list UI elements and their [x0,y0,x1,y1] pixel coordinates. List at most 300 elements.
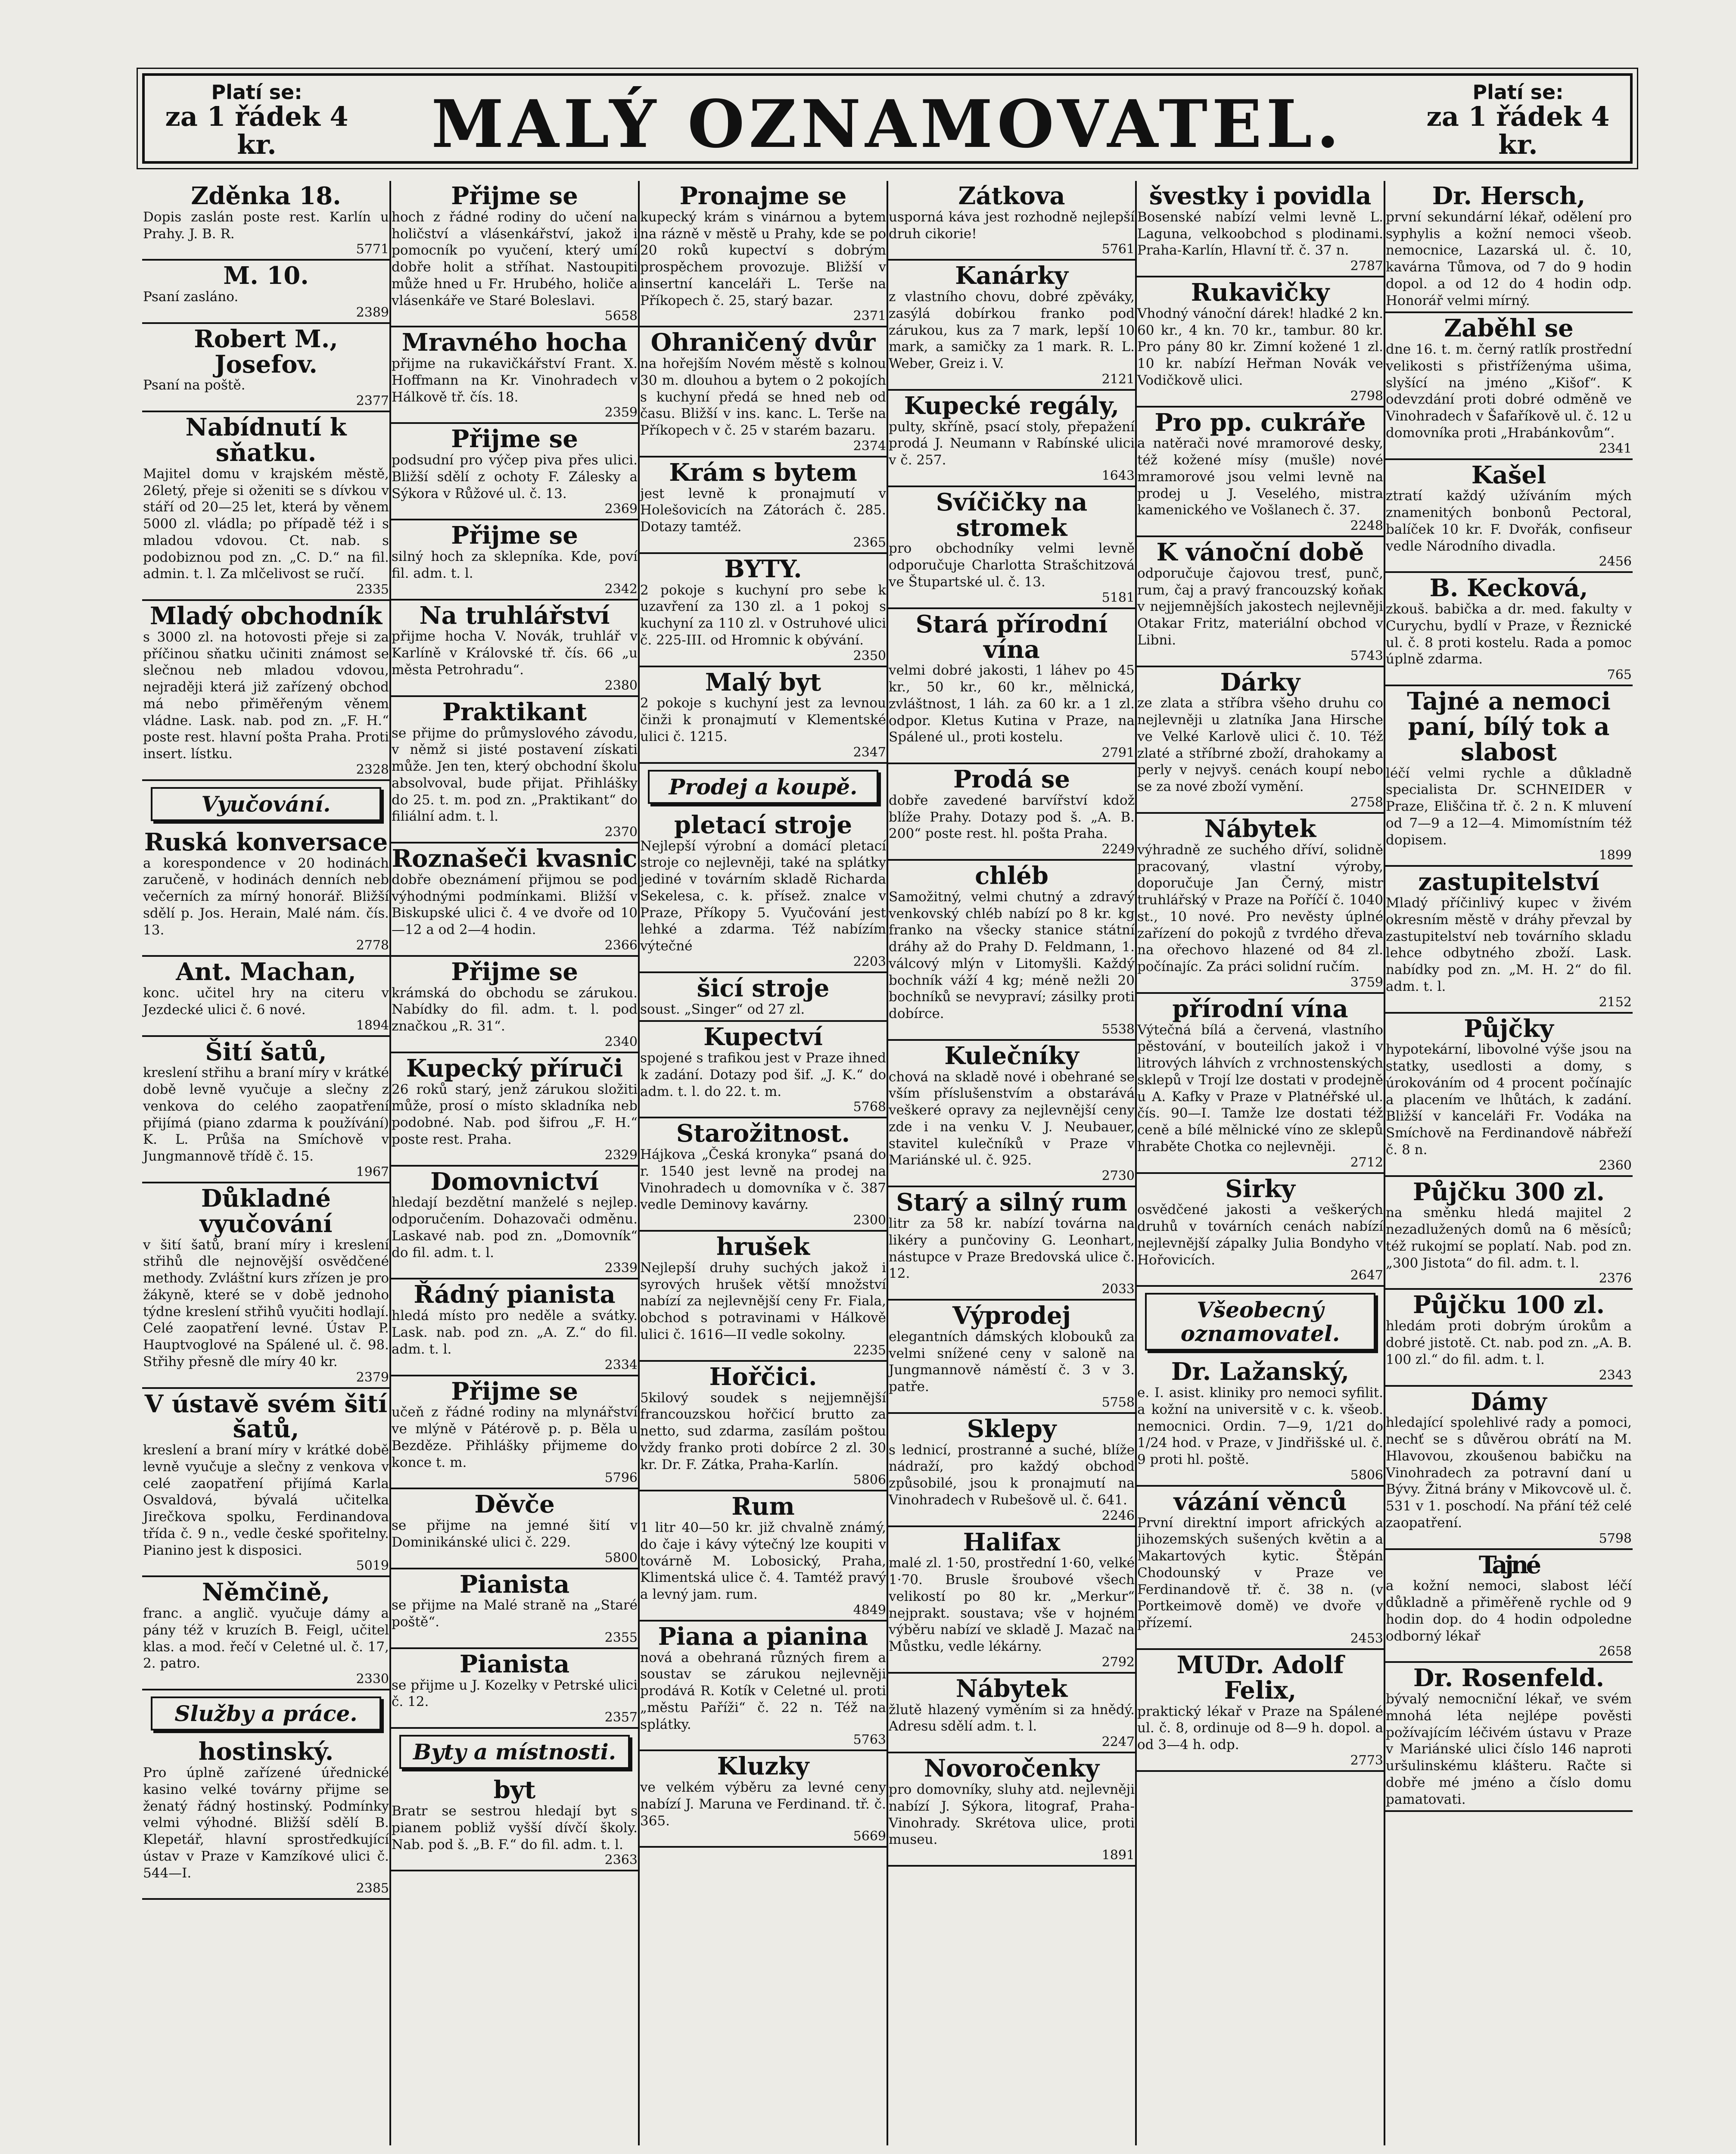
ad-body: Mladý příčinlivý kupec v živém okresním městě v dráhy převzal by zastupitelství neb továrního skladu lehce odbytného zboží. Lask. nabídky pod zn. „M. H. 2“ do fil. adm. t. l. [1386,895,1632,994]
ad-body: s 3000 zl. na hotovosti přeje si za příčinou sňatku učiniti známost se slečnou neb mladou vdovou, nejraději která již zařízený obchod má nebo přiměřeným věnem vládne. Lask. nab. pod zn. „F. H.“ poste rest. hlavní pošta Praha. Proti insert. lístku. [143,629,389,762]
classified-ad [391,181,638,327]
ad-headline: vázání věnců [1173,1487,1347,1516]
ad-code: 765 [1607,667,1632,683]
ad-headline: Svíčičky na stromek [936,488,1088,542]
ad-code: 2773 [1350,1752,1383,1768]
ad-code: 2203 [853,954,886,969]
classified-ad [639,1491,887,1622]
ad-headline: Nábytek [955,1674,1068,1703]
ad-headline: Ant. Machan, [176,958,356,987]
ad-column-1 [142,181,390,2145]
ad-body: kupecký krám s vinárnou a bytem na rázně v městě u Prahy, kde se po 20 roků kupectví s dobrým prospěchem provozuje. Bližší v insertní kanceláři L. Terše na Příkopech č. 25, starý bazar. [640,209,886,308]
ad-code: 2248 [1350,518,1383,534]
section-heading: Služby a práce. [151,1696,381,1731]
classified-ad [888,1041,1136,1187]
classified-ad [391,601,638,697]
masthead [142,73,1633,164]
ad-code: 5796 [604,1470,638,1486]
ad-code: 2335 [356,582,389,598]
ad-code: 2329 [604,1147,638,1163]
classified-ad [142,957,390,1037]
ad-body: Psaní zasláno. [143,289,239,305]
ad-code: 5768 [853,1099,886,1115]
ad-headline: Přijme se [451,425,578,454]
ad-code: 2328 [356,762,389,777]
ad-headline: Mravného hocha [401,328,628,357]
section-heading: Všeobecný oznamovatel. [1145,1293,1375,1351]
ad-body: dne 16. t. m. černý ratlík prostřední velikosti s přistříženýma ušima, slyšící na jméno „Kišof“. K odevzdání proti dobré odměně ve Vinohradech v Šafaříkově ul. č. 12 u domovníka proti „Hrabánkovům“. [1386,342,1632,441]
classified-ad [888,1301,1136,1414]
ad-code: 5181 [1101,590,1135,605]
classified-ad [391,1569,638,1649]
ad-headline: Zděnka 18. [191,182,341,210]
ad-code: 5806 [1350,1467,1383,1483]
ad-code: 2249 [1101,842,1135,857]
ad-headline: Výprodej [952,1301,1071,1330]
column-rule [389,181,391,2145]
ad-code: 2360 [1599,1158,1632,1173]
ad-body: krámská do obchodu se zárukou. Nabídky do fil. adm. t. l. pod značkou „R. 31“. [392,985,638,1034]
ad-headline: Přijme se [451,182,578,210]
classified-ad [639,554,887,667]
classified-ad [142,1737,390,1900]
ad-headline: Pianista [459,1650,570,1678]
ad-code: 2389 [356,305,389,320]
ad-body: spojené s trafikou jest v Praze ihned k zadání. Dotazy pod šif. „J. K.“ do adm. t. l. do 22. t. m. [640,1050,886,1099]
ad-headline: Zaběhl se [1444,314,1574,343]
ad-headline: Děvče [474,1490,555,1519]
ad-code: 5800 [604,1550,638,1566]
ad-headline: Kluzky [717,1752,809,1781]
ad-code: 2334 [604,1357,638,1373]
classified-ad [142,261,390,324]
ad-code: 2339 [604,1261,638,1276]
classified-ad [639,1022,887,1118]
classified-ad [391,1167,638,1280]
ad-code: 2730 [1101,1168,1135,1184]
ad-body: Vhodný vánoční dárek! hladké 2 kn. 60 kr., 4 kn. 70 kr., tambur. 80 kr. Pro pány 80 kr. Zimní kožené 1 zl. 10 kr. nabízí Heřman Novák ve Vodičkově ulici. [1137,305,1383,388]
ad-headline: Ruská konversace [144,828,388,856]
classified-ad [639,1622,887,1752]
ad-headline: Přijme se [451,1377,578,1406]
ad-headline: Krám s bytem [669,458,857,487]
classified-ad [1385,573,1633,686]
ad-headline: Dámy [1471,1387,1547,1416]
ad-code: 2340 [604,1034,638,1049]
ad-body: dobře zavedené barvířství kdož blíže Prahy. Dotazy pod š. „A. B. 200“ poste rest. hl. pošta Praha. [889,792,1135,842]
ad-headline: Kupecký příruči [406,1054,623,1083]
ad-headline: Přijme se [451,521,578,550]
ad-body: konc. učitel hry na citeru v Jezdecké ulici č. 6 nové. [143,985,389,1018]
ad-headline: Dr. Rosenfeld. [1413,1664,1605,1693]
ad-body: franc. a anglič. vyučuje dámy a pány též v kruzích B. Feigl, učitel klas. a mod. řečí v Celetné ul. č. 17, 2. patro. [143,1606,389,1672]
ad-code: 2778 [356,938,389,953]
classified-ad [888,261,1136,391]
ad-body: 2 pokoje s kuchyní pro sebe k uzavření za 130 zl. a 1 pokoj s kuchyní za 110 zl. v Ostruhové ulici č. 225-III. od Hromnic k obývání. [640,582,886,648]
ad-headline: Novoročenky [924,1754,1100,1783]
classified-ad [1136,814,1384,994]
ad-headline: Kupectví [703,1023,823,1052]
classified-ad [1385,1290,1633,1386]
ad-body: malé zl. 1·50, prostřední 1·60, velké 1·70. Brusle šroubové všech velikostí po 80 kr. „Merkur“ nejprakt. soustava; vše v hojném výběru nabízí ve skladě J. Mazač na Můstku, vedle lékárny. [889,1555,1135,1655]
ad-body: silný hoch za sklepníka. Kde, poví fil. adm. t. l. [392,549,638,581]
ad-body: osvědčené jakosti a veškerých druhů v továrních cenách nabízí nejlevnější zápalky Julia Bondyho v Hořovicích. [1137,1202,1383,1268]
ad-body: praktický lékař v Praze na Spálené ul. č. 8, ordinuje od 8—9 h. dopol. a od 3—4 h. odp. [1137,1703,1383,1753]
ad-body: dobře obeznámení přijmou se pod výhodnými podmínkami. Bližší v Biskupské ulici č. 4 ve dvoře od 10—12 a od 2—4 hodin. [392,872,638,938]
ad-code: 2247 [1101,1734,1135,1750]
ad-body: Nejlepší druhy suchých jakož i syrových hrušek větší množství nabízí za nejlevnější ceny Fr. Fiala, obchod s potravinami v Hálkově ulici č. 1616—II vedle sokolny. [640,1260,886,1342]
classified-ad [639,810,887,973]
classified-ad [1385,1014,1633,1177]
ad-code: 2235 [853,1342,886,1358]
ad-code: 2369 [604,501,638,517]
ad-code: 5806 [853,1472,886,1488]
ad-body: odporučuje čajovou tresť, punč, rum, čaj a pravý francouzský koňak v nejjemnějších jakostech nejlevněji Otakar Fritz, materiální obchod v Libni. [1137,565,1383,648]
classified-ad [888,861,1136,1041]
ad-headline: Kašel [1471,461,1546,489]
classified-ad [391,1649,638,1729]
classified-ad [639,1232,887,1362]
ad-body: soust. „Singer“ od 27 zl. [640,1001,805,1017]
ad-headline: přírodní vína [1172,994,1348,1023]
ad-headline: Pronajme se [679,182,847,210]
ad-body: pulty, skříně, psací stoly, přepažení prodá J. Neumann v Rabínské ulici v č. 257. [889,419,1135,468]
price-note-left-line1: Platí se: [211,81,302,104]
ad-body: žlutě hlazený vyměním si za hnědý. Adresu sdělí adm. t. l. [889,1702,1135,1734]
ad-body: usporná káva jest rozhodně nejlepší druh cikorie! [889,209,1135,242]
column-rule [1384,181,1385,2145]
classified-ad [1136,408,1384,538]
classified-ad [888,487,1136,609]
ad-headline: K vánoční době [1156,538,1364,567]
classified-ad [142,1389,390,1578]
ad-code: 2456 [1599,554,1632,570]
ad-headline: Starý a silný rum [896,1188,1127,1217]
classified-ad [1385,313,1633,460]
ad-headline: zastupitelství [1418,868,1599,896]
classified-ad [1385,686,1633,867]
ad-column-2 [391,181,638,2145]
ad-headline: hostinský. [198,1737,334,1766]
classified-ad [1136,667,1384,814]
ad-body: na směnku hledá majitel 2 nezadlužených domů na 6 měsíců; též rukojmí se poplatí. Nab. pod zn. „300 Jistota“ do fil. adm. t. l. [1386,1205,1632,1271]
ad-body: 2 pokoje s kuchyní jest za levnou činži k pronajmutí v Klementské ulici č. 1215. [640,695,886,744]
ad-body: elegantních dámských klobouků za velmi snížené ceny v saloně na Jungmannově náměstí č. 3 v 3. patře. [889,1329,1135,1395]
ad-body: se přijme na jemné šití v Dominikánské ulici č. 229. [392,1518,638,1550]
classified-ad [142,1183,390,1389]
ad-body: kreslení střihu a braní míry v krátké době levně vyučuje a slečny z venkova do celého zaopatření přijímá (piano zdarma k používání) K. L. Průša na Smíchově v Jungmannově třídě č. 15. [143,1065,389,1164]
ad-headline: Dr. Lažanský, [1171,1357,1350,1386]
price-note-right-line1: Platí se: [1472,81,1564,104]
classified-ad [391,1053,638,1167]
classified-ad [1136,1357,1384,1487]
price-note-right-line2: za 1 řádek 4 kr. [1426,101,1610,161]
newspaper-page [142,73,1633,2154]
classified-ad [142,601,390,781]
ad-column-6 [1385,181,1633,2145]
ad-body: První direktní import afrických a jihozemských sušených květin a a Makartových kytic. Štěpán Chodounský v Praze ve Ferdinandově tř. č. 38 n. (v Portkeimově domě) ve dvoře v přízemí. [1137,1515,1383,1631]
ad-body: 1 litr 40—50 kr. již chvalně známý, do čaje i kávy výtečný lze koupiti v továrně M. Lobosický, Praha, Klimentská ulice č. 4. Tamtéž pravý a levný jam. rum. [640,1520,886,1603]
ad-body: v šití šatů, braní míry i kreslení střihů dle nejnovější osvědčené methody. Zvláštní kurs zřízen je pro žákyně, které se v době jednoho týdne kreslení střihů vyučiti hodlají. Celé zaopatření levné. Ústav P. Hauptvoglové na Spálené ul. č. 98. Střihy přesně dle míry 40 kr. [143,1237,389,1370]
ad-body: litr za 58 kr. nabízí továrna na likéry a punčoviny G. Leonhart, nástupce v Praze Bredovská ulice č. 12. [889,1216,1135,1282]
ad-headline: Důkladné vyučování [199,1184,333,1238]
ad-headline: Stará přírodní vína [915,610,1108,664]
ad-code: 2377 [356,393,389,409]
classified-ad [391,697,638,844]
ad-code: 5763 [853,1732,886,1748]
ad-code: 5758 [1101,1394,1135,1410]
classified-ad [1385,1550,1633,1663]
ad-body: s lednicí, prostranné a suché, blíže nádraží, pro každý obchod způsobilé, jsou k pronajmutí na Vinohradech v Rubešově ul. č. 641. [889,1442,1135,1508]
ad-body: se přijme na Malé straně na „Staré poště“. [392,1597,638,1630]
ad-code: 2363 [604,1852,638,1868]
ad-code: 2359 [604,405,638,420]
ad-code: 2453 [1350,1631,1383,1646]
classified-ad [142,827,390,957]
ad-body: pro obchodníky velmi levně odporučuje Charlotta Strašchitzová ve Štupartské ul. č. 13. [889,541,1135,590]
ad-body: Výtečná bílá a červená, vlastního pěstování, v bouteilích jakož i v litrových láhvích z vrchnostenských sklepů v Trojí lze dostati v prodejně u A. Kafky v Praze v Platnéřské ul. čís. 90—I. Tamže lze dostati též ceně a bílé mělnické víno ze sklepů hraběte Chotka co nejlevněji. [1137,1022,1383,1155]
ad-code: 2647 [1350,1268,1383,1283]
ad-code: 5761 [1101,242,1135,257]
section-heading: Vyučování. [151,787,381,821]
ad-headline: V ústavě svém šití šatů, [144,1389,388,1444]
ad-code: 2350 [853,648,886,663]
ad-headline: Hořčici. [709,1362,817,1391]
ad-body: podsudní pro výčep piva přes ulici. Bližší sdělí z ochoty F. Zálesky a Sýkora v Růžové ul. č. 13. [392,452,638,501]
ad-columns [142,181,1633,2145]
ad-headline: Kanárky [955,261,1068,290]
classified-ad [391,520,638,600]
ad-headline: Pro pp. cukráře [1154,408,1366,437]
classified-ad [888,1187,1136,1301]
ad-body: hledám proti dobrým úrokům a dobré jistotě. Ct. nab. pod zn. „A. B. 100 zl.“ do fil. adm. t. l. [1386,1318,1632,1367]
classified-ad [391,1775,638,1871]
ad-headline: Mladý obchodník [149,602,383,631]
ad-body: ve velkém výběru za levné ceny nabízí J. Maruna ve Ferdinand. tř. č. 365. [640,1780,886,1829]
ad-body: a korespondence v 20 hodinách zaručeně, v hodinách denních neb večerních za mírný honorář. Bližší sdělí p. Jos. Herain, Malé nám. čís. 13. [143,855,389,938]
ad-body: bývalý nemocniční lékař, ve svém mnohá léta nejlépe pověsti požívajícím léčivém ústavu v Praze v Mariánské ulici číslo 146 naproti uršulinskému klášteru. Račte si dobře mé jméno a číslo domu pamatovati. [1386,1691,1632,1807]
ad-code: 1894 [356,1018,389,1033]
ad-body: Bratr se sestrou hledají byt s pianem pobliž vyšší dívčí školy. Nab. pod š. „B. F.“ do fil. adm. t. l. [392,1803,638,1852]
ad-headline: Kulečníky [944,1041,1079,1070]
classified-ad [888,1414,1136,1527]
ad-body: Pro úplně zařízené úřednické kasino velké továrny přijme se ženatý řádný hostinský. Podmínky velmi výhodné. Bližší sdělí B. Klepetář, hlavní sprostředkující ústav v Praze v Kamzíkové ulici č. 544—I. [143,1765,389,1881]
ad-code: 2121 [1101,371,1135,387]
classified-ad [1136,994,1384,1174]
ad-body: zkouš. babička a dr. med. fakulty v Curychu, bydlí v Praze, v Řeznické ul. č. 8 proti kostelu. Rada a pomoc úplně zdarma. [1386,601,1632,667]
column-rule [1135,181,1137,2145]
ad-body: nová a obehraná různých firem a soustav se zárukou nejlevněji prodává R. Kotík v Celetné ul. proti „městu Paříži“ č. 22 n. Též na splátky. [640,1650,886,1732]
classified-ad [888,764,1136,861]
ad-code: 2246 [1101,1508,1135,1523]
ad-body: hledají bezdětní manželé s nejlep. odporučením. Dohazovači odměnu. Laskavé nab. pod zn. „Domovník“ do fil. adm. t. l. [392,1195,638,1261]
ad-headline: Zátkova [958,182,1065,210]
classified-ad [888,609,1136,764]
ad-code: 2357 [604,1710,638,1725]
classified-ad [888,1753,1136,1867]
ad-body: se přijme do průmyslového závodu, v němž si jisté postavení získati může. Jen ten, který obchodní školu absolvoval, bude přijat. Přihlášky do 25. t. m. pod zn. „Praktikant“ do filiální adm. t. l. [392,725,638,825]
ad-body: e. I. asist. kliniky pro nemoci syfilit. a kožní na universitě v c. k. všeob. nemocnici. Ordin. 7—9, 1/21 do 1/24 hod. v Praze, v Jindřišské ul. č. 9 proti hl. poště. [1137,1385,1383,1468]
ad-body: Samožitný, velmi chutný a zdravý venkovský chléb nabízí po 8 kr. kg franko na všecky stanice státní dráhy až do Prahy D. Feldmann, 1. válcový mlýn v Litomyšli. Každý bochník váží 4 kg; méně nežli 20 bochníků se nevypraví; zásilky proti dobírce. [889,889,1135,1022]
ad-body: Dopis zaslán poste rest. Karlín u Prahy. J. B. R. [143,209,389,242]
ad-body: z vlastního chovu, dobré zpěváky, zasýlá dobírkou franko pod zárukou, kus za 7 mark, lepší 10 mark, a samičky za 1 mark. R. L. Weber, Greiz i. V. [889,289,1135,372]
ad-headline: Dárky [1220,668,1300,697]
ad-code: 2376 [1599,1271,1632,1286]
classified-ad [888,391,1136,487]
ad-headline: pletací stroje [674,810,852,839]
classified-ad [391,957,638,1053]
ad-body: hledá místo pro neděle a svátky. Lask. nab. pod zn. „A. Z.“ do fil. adm. t. l. [392,1308,638,1357]
ad-headline: Starožitnost. [676,1119,850,1148]
ad-headline: Halifax [963,1528,1061,1556]
classified-ad [1136,1174,1384,1287]
ad-column-3 [639,181,887,2145]
ad-headline: Nabídnutí k sňatku. [185,413,347,467]
ad-body: hypotekární, libovolné výše jsou na statky, usedlosti a domy, s úrokováním od 4 procent počínajíc a placením ve lhůtách, k zadání. Bližší v kanceláři Fr. Vodáka na Smíchově na Ferdinandově nábřeží č. 8 n. [1386,1042,1632,1158]
ad-headline: Půjčku 300 zl. [1412,1177,1605,1206]
ad-code: 1643 [1101,468,1135,483]
ad-headline: Prodá se [953,765,1070,794]
ad-code: 2342 [604,581,638,597]
ad-code: 5019 [356,1558,389,1574]
ad-body: 26 roků starý, jenž zárukou složiti může, prosí o místo skladníka neb podobné. Nab. pod šifrou „F. H.“ poste rest. Praha. [392,1081,638,1147]
ad-body: kreslení a braní míry v krátké době levně vyučuje a slečny z venkova v celé zaopatření přijímá Karla Osvaldová, bývalá učitelka Jirečkova spolku, Ferdinandova třída č. 9 n., vedle české spořitelny. Pianino jest k disposici. [143,1442,389,1558]
column-rule [887,181,888,2145]
ad-code: 2374 [853,438,886,454]
ad-code: 1891 [1101,1848,1135,1863]
ad-body: chová na skladě nové i obehrané se vším příslušenstvím a obstarává veškeré opravy za nejlevnější ceny zde i na venku V. J. Neubauer, stavitel kulečníků v Praze v Mariánské ul. č. 925. [889,1069,1135,1168]
ad-body: se přijme u J. Kozelky v Petrské ulici č. 12. [392,1677,638,1710]
ad-code: 2712 [1350,1155,1383,1170]
classified-ad [142,412,390,601]
ad-headline: Dr. Hersch, [1432,182,1586,210]
ad-headline: Tajné [1478,1550,1539,1579]
ad-headline: B. Kecková, [1429,574,1588,603]
classified-ad [1385,181,1633,313]
ad-headline: hrušek [716,1233,810,1261]
ad-body: první sekundární lékař, odělení pro syphylis a kožní nemoci všeob. nemocnice, Lazarská ul. č. 10, kavárna Tůmova, od 7 do 9 hodin dopol. a od 12 do 4 hodin odp. Honorář velmi mírný. [1386,209,1632,308]
ad-headline: Domovnictví [430,1167,599,1196]
ad-body: jest levně k pronajmutí v Holešovicích na Zátorách č. 285. Dotazy tamtéž. [640,486,886,535]
ad-headline: byt [493,1776,536,1805]
classified-ad [1136,1650,1384,1772]
ad-column-5 [1136,181,1384,2145]
classified-ad [1136,537,1384,667]
ad-code: 2379 [356,1370,389,1385]
classified-ad [1385,1663,1633,1812]
classified-ad [1136,277,1384,408]
ad-headline: Přijme se [451,957,578,986]
ad-code: 2355 [604,1630,638,1645]
ad-headline: Rum [731,1492,795,1521]
ad-body: Psaní na poště. [143,377,246,393]
classified-ad [142,1577,390,1690]
ad-body: a kožní nemoci, slabost léčí důkladně a přiměřeně rychle od 9 hodin dop. do 4 hodin odpoledne odborný lékař [1386,1578,1632,1644]
page-title: MALÝ OZNAMOVATEL. [431,85,1344,162]
section-heading: Byty a místnosti. [399,1735,630,1769]
ad-code: 5669 [853,1829,886,1844]
ad-headline: Půjčku 100 zl. [1412,1291,1605,1320]
ad-code: 2341 [1599,441,1632,456]
ad-column-4 [888,181,1136,2145]
ad-headline: Tajné a nemoci paní, bílý tok a slabost [1407,687,1611,766]
classified-ad [142,181,390,261]
ad-headline: Rukavičky [1191,278,1330,307]
classified-ad [391,1376,638,1490]
ad-headline: Piana a pianina [658,1622,868,1651]
ad-code: 4849 [853,1602,886,1618]
classified-ad [639,458,887,554]
classified-ad [639,973,887,1022]
classified-ad [391,327,638,424]
ad-code: 2380 [604,678,638,693]
ad-code: 5538 [1101,1021,1135,1037]
classified-ad [1136,181,1384,277]
ad-headline: šicí stroje [697,974,830,1002]
price-note-right [1415,82,1621,159]
ad-body: léčí velmi rychle a důkladně specialista Dr. SCHNEIDER v Praze, Eliščina tř. č. 2 n. K mluvení od 7—9 a 12—4. Mimomístním též dopisem. [1386,765,1632,848]
ad-code: 2787 [1350,258,1383,274]
ad-code: 2798 [1350,388,1383,404]
ad-body: přijme na rukavičkářství Frant. X. Hoffmann na Kr. Vinohradech v Hálkově tř. čís. 18. [392,356,638,405]
ad-headline: M. 10. [223,261,309,290]
ad-body: Bosenské nabízí velmi levně L. Laguna, velkoobchod s plodinami. Praha-Karlín, Hlavní tř. č. 37 n. [1137,209,1383,258]
ad-code: 2033 [1101,1282,1135,1297]
ad-code: 2791 [1101,745,1135,761]
ad-body: ze zlata a stříbra všeho druhu co nejlevněji u zlatníka Jana Hirsche ve Velké Karlově ulici č. 10. Též zlaté a stříbrné zboží, drahokamy a perly v nejvyš. cenách koupí nebo se za nové zboží vymění. [1137,695,1383,795]
section-heading: Prodej a koupě. [648,770,878,804]
ad-code: 5743 [1350,648,1383,663]
ad-body: na hořejším Novém městě s kolnou 30 m. dlouhou a bytem o 2 pokojích s kuchyní předá se hned neb od času. Bližší v ins. kanc. L. Terše na Příkopech v č. 25 v starém bazaru. [640,356,886,439]
classified-ad [888,181,1136,261]
ad-code: 2365 [853,535,886,550]
classified-ad [142,324,390,412]
ad-code: 1967 [356,1164,389,1180]
ad-body: hledající spolehlivé rady a pomoci, nechť se s důvěrou obrátí na M. Hlavovou, zkoušenou babičku na Vinohradech za potravní daní u Bývy. Žitná brány v Mikovcově ul. č. 531 v 1. poschodí. Na přání též celé zaopatření. [1386,1415,1632,1531]
classified-ad [639,1362,887,1492]
classified-ad [639,327,887,458]
classified-ad [391,424,638,520]
classified-ad [1385,1177,1633,1290]
ad-code: 2366 [604,937,638,953]
classified-ad [639,667,887,764]
ad-code: 5658 [604,308,638,324]
ad-code: 2343 [1599,1367,1632,1383]
ad-code: 2347 [853,744,886,760]
ad-headline: švestky i povidla [1149,182,1372,210]
ad-code: 2370 [604,825,638,840]
ad-code: 2758 [1350,794,1383,810]
ad-headline: Robert M., Josefov. [194,324,338,379]
ad-body: výhradně ze suchého dříví, solidně pracovaný, vlastní výroby, doporučuje Jan Černý, mistr truhlářský v Praze na Poříčí č. 1040 st., 10 nové. Pro nevěsty úplné zařízení do pokojů z tvrdého dřeva na ořechovo hlazené od 84 zl. počínajíc. Za práci solidní ručím. [1137,842,1383,975]
classified-ad [391,1489,638,1569]
ad-body: pro domovníky, sluhy atd. nejlevněji nabízí J. Sýkora, litograf, Praha-Vinohrady. Skrétova ulice, proti museu. [889,1782,1135,1848]
price-note-left-line2: za 1 řádek 4 kr. [165,101,348,161]
ad-body: Nejlepší výrobní a domácí pletací stroje co nejlevněji, také na splátky jediné v továrním skladě Richarda Sekelesa, c. k. přísež. znalce v Praze, Příkopy 5. Vyučování jest lehké a zdarma. Též nabízím výtečné [640,838,886,954]
ad-code: 5798 [1599,1531,1632,1546]
ad-code: 1899 [1599,848,1632,863]
ad-headline: Praktikant [442,697,587,726]
ad-headline: Němčině, [202,1578,330,1607]
classified-ad [639,1118,887,1232]
ad-headline: chléb [975,862,1048,890]
classified-ad [888,1674,1136,1753]
ad-body: velmi dobré jakosti, 1 láhev po 45 kr., 50 kr., 60 kr., mělnická, zvláštnost, 1 láh. za 60 kr. a 1 zl. odpor. Kletus Kutina v Praze, na Spálené ul., proti kostelu. [889,663,1135,745]
classified-ad [391,844,638,957]
ad-headline: Sklepy [967,1414,1057,1443]
classified-ad [391,1279,638,1376]
ad-body: učeň z řádné rodiny na mlynářství ve mlýně v Pátérově p. p. Běla u Bezděze. Přihlášky přijmeme do konce t. m. [392,1404,638,1470]
